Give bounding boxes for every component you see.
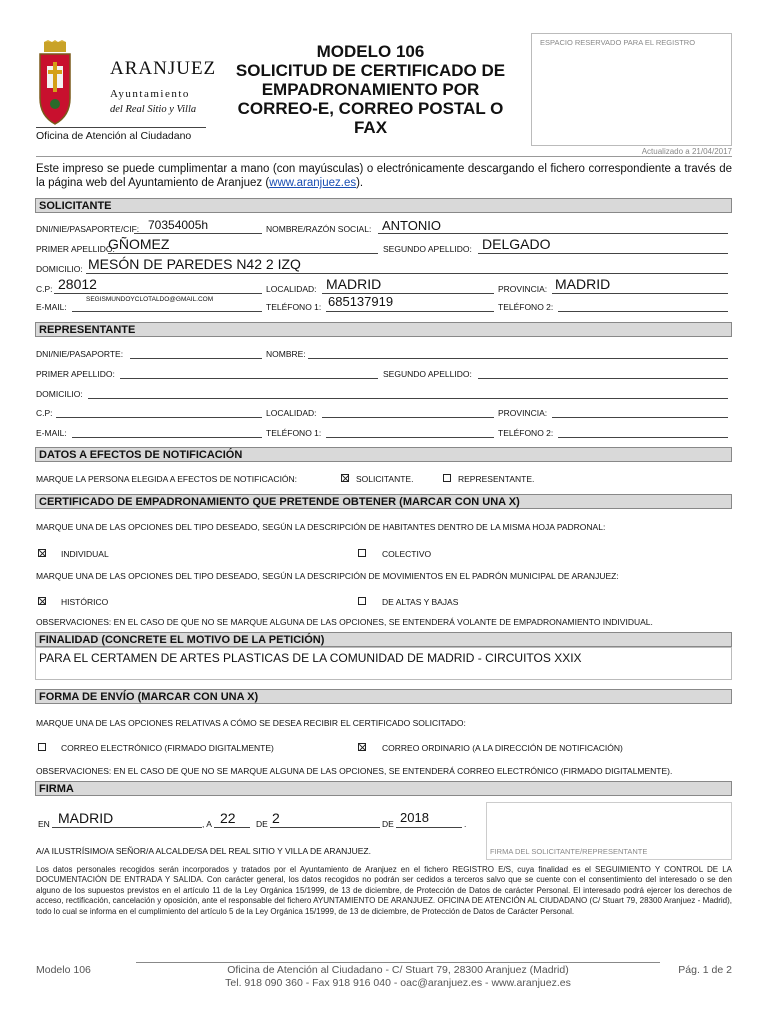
- title-line: FAX: [353, 118, 388, 137]
- section-envio: FORMA DE ENVÍO (MARCAR CON UNA X): [35, 689, 732, 704]
- notificacion-text: MARQUE LA PERSONA ELEGIDA A EFECTOS DE NOTIFICACIÓN:: [36, 474, 298, 484]
- historico-checkbox[interactable]: [38, 597, 46, 605]
- certificado-question-1: MARQUE UNA DE LAS OPCIONES DEL TIPO DESEADO, SEGÚN LA DESCRIPCIÓN DE HABITANTES DENTRO DE LA MISMA HOJA PADRONAL:: [36, 522, 606, 532]
- ayuntamiento-label: Ayuntamiento: [110, 88, 190, 100]
- rep-cp-label: C.P:: [36, 408, 53, 418]
- cp-field[interactable]: 28012: [58, 276, 97, 292]
- certificado-observaciones: OBSERVACIONES: EN EL CASO DE QUE NO SE MARQUE ALGUNA DE LAS OPCIONES, SE ENTENDERÁ VOLANTE DE EMPADRONAMIENTO INDIVIDUAL.: [36, 617, 653, 627]
- section-firma: FIRMA: [35, 781, 732, 796]
- website-link[interactable]: www.aranjuez.es: [269, 177, 357, 189]
- altas-bajas-checkbox[interactable]: [358, 597, 366, 605]
- primer-apellido-field[interactable]: GÑOMEZ: [108, 236, 170, 252]
- historico-label: HISTÓRICO: [61, 597, 109, 607]
- localidad-field[interactable]: MADRID: [326, 276, 382, 292]
- section-solicitante: SOLICITANTE: [35, 198, 732, 213]
- firma-de-label-1: DE: [256, 819, 268, 829]
- finalidad-text: PARA EL CERTAMEN DE ARTES PLASTICAS DE LA COMUNIDAD DE MADRID - CIRCUITOS XXIX: [39, 651, 582, 665]
- title-line: MODELO 106: [316, 42, 425, 61]
- telefono2-label: TELÉFONO 2:: [498, 302, 554, 312]
- signature-label: FIRMA DEL SOLICITANTE/REPRESENTANTE: [490, 847, 648, 856]
- domicilio-field[interactable]: MESÓN DE PAREDES N42 2 IZQ: [88, 256, 301, 272]
- finalidad-field[interactable]: [35, 647, 732, 680]
- firma-month-field[interactable]: 2: [272, 810, 280, 826]
- title-line: EMPADRONAMIENTO POR: [261, 80, 480, 99]
- cp-label: C.P:: [36, 284, 53, 294]
- section-representante: REPRESENTANTE: [35, 322, 732, 337]
- coat-of-arms-logo: [36, 40, 74, 128]
- rep-primer-apellido-label: PRIMER APELLIDO:: [36, 369, 115, 379]
- firma-city-field[interactable]: MADRID: [58, 810, 114, 826]
- firma-dot: .: [464, 819, 467, 829]
- firma-day-field[interactable]: 22: [220, 810, 236, 826]
- dni-field[interactable]: 70354005h: [148, 218, 209, 232]
- rep-segundo-apellido-label: SEGUNDO APELLIDO:: [383, 369, 472, 379]
- office-name: Oficina de Atención al Ciudadano: [36, 130, 192, 142]
- nombre-field[interactable]: ANTONIO: [382, 218, 441, 233]
- intro-text-main: Este impreso se puede cumplimentar a mano (con mayúsculas) o electrónicamente descargando el fichero correspondiente a través de la página web del Ayuntamiento de Aranjuez (: [36, 163, 732, 189]
- telefono1-label: TELÉFONO 1:: [266, 302, 322, 312]
- solicitante-option-label: SOLICITANTE.: [356, 474, 414, 484]
- signature-box[interactable]: [486, 802, 732, 860]
- footer-model: Modelo 106: [36, 964, 91, 976]
- rep-dni-label: DNI/NIE/PASAPORTE:: [36, 349, 124, 359]
- registry-box: [531, 33, 732, 146]
- nombre-label: NOMBRE/RAZÓN SOCIAL:: [266, 224, 372, 234]
- correo-electronico-checkbox[interactable]: [38, 743, 46, 751]
- rep-localidad-label: LOCALIDAD:: [266, 408, 317, 418]
- updated-date: Actualizado a 21/04/2017: [641, 147, 732, 156]
- title-line: SOLICITUD DE CERTIFICADO DE: [235, 61, 506, 80]
- title-line: CORREO-E, CORREO POSTAL O: [237, 99, 504, 118]
- section-certificado: CERTIFICADO DE EMPADRONAMIENTO QUE PRETENDE OBTENER (MARCAR CON UNA X): [35, 494, 732, 509]
- rep-domicilio-label: DOMICILIO:: [36, 389, 83, 399]
- rep-telefono2-label: TELÉFONO 2:: [498, 428, 554, 438]
- form-title: [213, 42, 528, 137]
- representante-option-label: REPRESENTANTE.: [458, 474, 535, 484]
- email-label: E-MAIL:: [36, 302, 67, 312]
- firma-a-label: , A: [202, 819, 212, 829]
- solicitante-checkbox[interactable]: [341, 474, 349, 482]
- footer-contact: Tel. 918 090 360 - Fax 918 916 040 - oac@aranjuez.es - www.aranjuez.es: [225, 977, 571, 989]
- telefono1-field[interactable]: 685137919: [328, 294, 394, 309]
- individual-checkbox[interactable]: [38, 549, 46, 557]
- provincia-field[interactable]: MADRID: [555, 276, 611, 292]
- certificado-question-2: MARQUE UNA DE LAS OPCIONES DEL TIPO DESEADO, SEGÚN LA DESCRIPCIÓN DE MOVIMIENTOS EN EL PADRÓN MUNICIPAL DE ARANJUEZ:: [36, 571, 619, 581]
- representante-checkbox[interactable]: [443, 474, 451, 482]
- correo-electronico-label: CORREO ELECTRÓNICO (FIRMADO DIGITALMENTE): [61, 743, 274, 753]
- rep-email-label: E-MAIL:: [36, 428, 67, 438]
- dni-label: DNI/NIE/PASAPORTE/CIF:: [36, 224, 140, 234]
- envio-question: MARQUE UNA DE LAS OPCIONES RELATIVAS A CÓMO SE DESEA RECIBIR EL CERTIFICADO SOLICITADO:: [36, 718, 466, 728]
- firma-en-label: EN: [38, 819, 50, 829]
- provincia-label: PROVINCIA:: [498, 284, 548, 294]
- colectivo-checkbox[interactable]: [358, 549, 366, 557]
- rep-nombre-label: NOMBRE:: [266, 349, 306, 359]
- envio-observaciones: OBSERVACIONES: EN EL CASO DE QUE NO SE MARQUE ALGUNA DE LAS OPCIONES, SE ENTENDERÁ CORREO ELECTRÓNICO (FIRMADO DIGITALMENTE).: [36, 766, 673, 776]
- rep-provincia-label: PROVINCIA:: [498, 408, 548, 418]
- registry-label: ESPACIO RESERVADO PARA EL REGISTRO: [540, 38, 696, 47]
- footer-page-number: Pág. 1 de 2: [678, 964, 732, 976]
- correo-ordinario-label: CORREO ORDINARIO (A LA DIRECCIÓN DE NOTIFICACIÓN): [382, 743, 623, 753]
- localidad-label: LOCALIDAD:: [266, 284, 317, 294]
- town-name: ARANJUEZ: [110, 58, 217, 79]
- segundo-apellido-label: SEGUNDO APELLIDO:: [383, 244, 472, 254]
- firma-de-label-2: DE: [382, 819, 394, 829]
- privacy-notice: Los datos personales recogidos serán incorporados y tratados por el Ayuntamiento de Aranjuez en el fichero REGISTRO E/S, cuya finalidad es el SEGUIMIENTO Y CONTROL DE LA DOCUMENTACIÓN DE ENTRADA Y SALIDA. Con carácter general, los datos recogidos no podrán ser cedidos a terceros salvo que se cuente con el consentimiento del interesado o se den alguno de los supuestos previstos en el artículo 11 de la Ley Orgánica 15/1999, de 13 de diciembre, de Protección de Datos de carácter Personal. El interesado podrá ejercer los derechos de acceso, rectificación, cancelación y oposición, ante el responsable del fichero AYUNTAMIENTO DE ARANJUEZ. OFICINA DE ATENCIÓN AL CIUDADANO (C/ Stuart 79, 28300 Aranjuez - Madrid), todo lo cual se informa en el cumplimiento del artículo 5 de la Ley Orgánica 15/1999, de 13 de diciembre, de Protección de Datos de Carácter Personal.: [36, 865, 732, 916]
- intro-text: [36, 162, 732, 190]
- colectivo-label: COLECTIVO: [382, 549, 432, 559]
- primer-apellido-label: PRIMER APELLIDO:: [36, 244, 115, 254]
- correo-ordinario-checkbox[interactable]: [358, 743, 366, 751]
- rep-telefono1-label: TELÉFONO 1:: [266, 428, 322, 438]
- section-notificacion: DATOS A EFECTOS DE NOTIFICACIÓN: [35, 447, 732, 462]
- firma-addressee: A/A ILUSTRÍSIMO/A SEÑOR/A ALCALDE/SA DEL REAL SITIO Y VILLA DE ARANJUEZ.: [36, 846, 371, 856]
- domicilio-label: DOMICILIO:: [36, 264, 83, 274]
- segundo-apellido-field[interactable]: DELGADO: [482, 236, 551, 252]
- section-finalidad: FINALIDAD (CONCRETE EL MOTIVO DE LA PETICIÓN): [35, 632, 732, 647]
- footer-address: Oficina de Atención al Ciudadano - C/ Stuart 79, 28300 Aranjuez (Madrid): [227, 964, 569, 976]
- intro-text-end: ).: [356, 177, 364, 189]
- real-sitio-label: del Real Sitio y Villa: [110, 104, 197, 115]
- individual-label: INDIVIDUAL: [61, 549, 109, 559]
- firma-year-field[interactable]: 2018: [400, 810, 429, 825]
- email-field[interactable]: SEGISMUNDOYCLOTALDO@GMAIL.COM: [86, 296, 214, 303]
- altas-bajas-label: DE ALTAS Y BAJAS: [382, 597, 459, 607]
